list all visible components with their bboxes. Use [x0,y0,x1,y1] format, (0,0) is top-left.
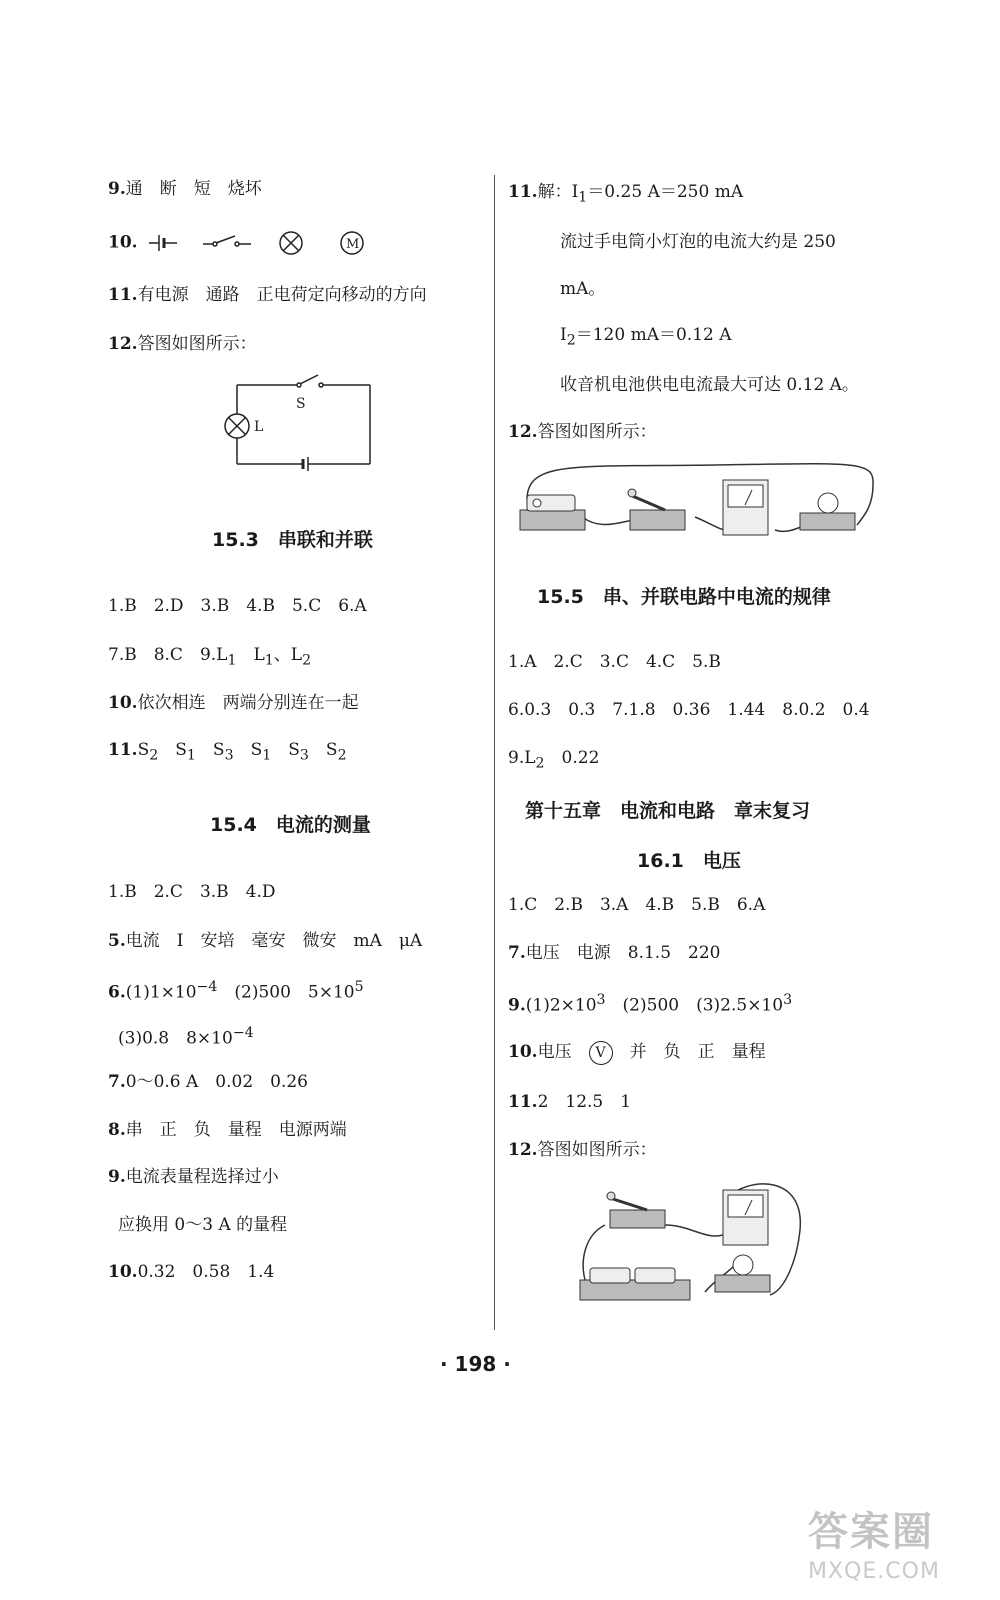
motor-symbol-icon [341,232,363,254]
battery-symbol-icon [149,235,177,251]
answers-15-3-row4: $11.S_2$ $S_1$ $S_3$ $S_1$ $S_3$ $S_2$ [108,740,347,764]
answer-9: 9.通 断 短 烧坏 [108,179,262,199]
answers-15-5-row1: 1.A 2.C 3.C 4.C 5.B [508,652,721,672]
answer-r11-line5: 收音机电池供电电流最大可达 0.12 A。 [560,375,859,395]
answers-15-4-row6: 8.串 正 负 量程 电源两端 [108,1120,347,1140]
answers-15-3-row3: 10.依次相连 两端分别连在一起 [108,693,359,713]
switch-symbol-icon [203,236,251,246]
voltmeter-symbol-icon: V [589,1041,613,1065]
apparatus-figure-1 [515,455,885,550]
lamp-holder-icon [715,1255,770,1292]
section-title-15-5: 15.5 串、并联电路中电流的规律 [537,586,831,608]
answers-15-4-row8: 应换用 0～3 A 的量程 [118,1215,288,1235]
answers-16-1-row4: 10.电压 V 并 负 正 量程 [508,1040,766,1065]
answer-r11-line4: $I_2=120$ mA＝0.12 A [560,325,732,349]
answer-10: 10. M [108,228,377,258]
switch-box-icon [607,1192,665,1228]
circuit-diagram [210,370,390,475]
circuit-symbols [147,228,377,258]
svg-text:M: M [345,237,360,252]
battery-box-icon [520,495,585,530]
answer-12: 12.答图如图所示： [108,334,257,354]
column-divider [494,175,495,1330]
answers-15-5-row2: 6.0.3 0.3 7.1.8 0.36 1.44 8.0.2 0.4 [508,700,870,720]
answers-15-4-row1: 1.B 2.C 3.B 4.D [108,882,276,902]
answer-11: 11.有电源 通路 正电荷定向移动的方向 [108,285,427,305]
answers-15-4-row2: 5.电流 I 安培 毫安 微安 mA μA [108,931,423,951]
answer-r11-line2: 流过手电筒小灯泡的电流大约是 250 [560,232,836,252]
answers-16-1-row2: 7.电压 电源 8.1.5 220 [508,943,721,963]
answers-16-1-row1: 1.C 2.B 3.A 4.B 5.B 6.A [508,895,766,915]
answers-16-1-row3: $9.(1)2\times 10^3$ (2)500 $(3)2.5\times 10^3$ [508,992,793,1016]
switch-box-icon [628,489,685,530]
answers-15-5-row3: $9.L_2$ 0.22 [508,748,600,772]
apparatus-figure-2 [575,1180,810,1305]
answers-16-1-row5: 11.2 12.5 1 [508,1092,632,1112]
answer-r11-line3: mA。 [560,279,606,299]
answers-15-4-row9: 10.0.32 0.58 1.4 [108,1262,275,1282]
voltmeter-icon [723,1190,768,1245]
lamp-symbol-icon [280,232,302,254]
section-title-15-3: 15.3 串联和并联 [212,529,373,551]
answers-15-4-row7: 9.电流表量程选择过小 [108,1167,279,1187]
answers-15-3-row2: 7.B 8.C $9.L_1$ $L_1$、$L_2$ [108,645,312,669]
answer-r12: 12.答图如图所示： [508,422,657,442]
battery-box-icon [580,1268,690,1300]
lamp-holder-icon [800,493,855,530]
answers-15-4-row4: (3)0.8 $8\times 10^{-4}$ [118,1025,254,1049]
answers-16-1-row6: 12.答图如图所示： [508,1140,657,1160]
switch-label: S [296,396,306,412]
ammeter-icon [723,480,768,535]
chapter-review-title: 第十五章 电流和电路 章末复习 [525,800,811,822]
answers-15-4-row5: 7.0～0.6 A 0.02 0.26 [108,1072,308,1092]
section-title-16-1: 16.1 电压 [637,850,741,872]
answer-r11: 11.解：$I_1=0.25$ A＝250 mA [508,182,744,206]
lamp-label: L [254,419,264,435]
answers-15-3-row1: 1.B 2.D 3.B 4.B 5.C 6.A [108,596,367,616]
watermark-logo: 答案圈 MXQE.COM [808,1509,940,1584]
section-title-15-4: 15.4 电流的测量 [210,814,371,836]
page-number: · 198 · [440,1352,511,1376]
answers-15-4-row3: $6.(1)1\times 10^{-4}$ (2)500 $5\times 10^5$ [108,979,364,1003]
